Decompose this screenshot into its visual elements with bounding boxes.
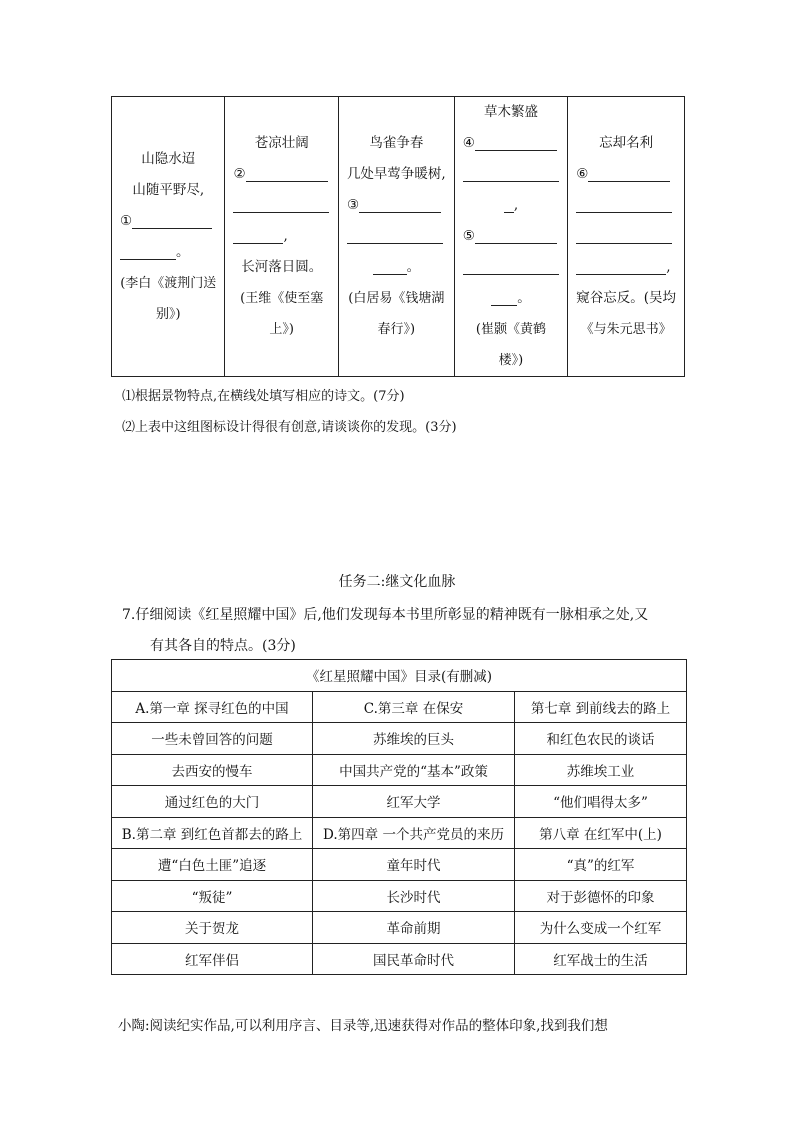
toc-cell: 红军战士的生活: [515, 943, 687, 975]
fill-blank-6-end[interactable]: ,: [576, 252, 676, 283]
toc-cell: 第八章 在红军中(上): [515, 817, 687, 849]
fill-blank-6[interactable]: ⑥: [576, 159, 676, 190]
poem-column-5: [568, 97, 684, 376]
poem-source: (白居易《钱塘湖: [348, 291, 445, 306]
note-text: 小陶:阅读纪实作品,可以利用序言、目录等,迅速获得对作品的整体印象,找到我们想: [118, 1018, 608, 1034]
fill-blank-2[interactable]: ②: [233, 159, 329, 190]
toc-cell: 对于彭德怀的印象: [515, 880, 687, 912]
poem-line: 草木繁盛: [483, 104, 538, 120]
poem-source: (李白《渡荆门送: [120, 275, 217, 291]
fill-blank-4-cont[interactable]: [463, 159, 559, 190]
poem-line: 长河落日圆。: [241, 259, 323, 275]
question-1: ⑴根据景物特点,在横线处填写相应的诗文。(7分): [122, 389, 405, 404]
toc-cell: 去西安的慢车: [112, 754, 313, 786]
toc-cell: 一些未曾回答的问题: [112, 723, 313, 755]
poem-column-4: [455, 97, 568, 376]
question-2: ⑵上表中这组图标设计得很有创意,请谈谈你的发现。(3分): [122, 420, 457, 435]
poem-source: 别》): [155, 306, 181, 322]
toc-cell: 红军大学: [313, 786, 515, 818]
toc-cell: A.第一章 探寻红色的中国: [112, 691, 313, 723]
table-row: [112, 849, 687, 881]
fill-blank-4[interactable]: ④: [463, 128, 559, 159]
toc-cell: 为什么变成一个红军: [515, 912, 687, 944]
task2-title: 任务二:继文化血脉: [338, 574, 456, 590]
table-row: [112, 691, 687, 723]
fill-blank-5[interactable]: ⑤: [463, 221, 559, 252]
toc-cell: 国民革命时代: [313, 943, 515, 975]
fill-blank-1[interactable]: ①: [120, 206, 216, 237]
fill-blank-3-cont[interactable]: [347, 221, 446, 252]
item-7-line-2: 有其各自的特点。(3分): [150, 638, 296, 654]
fill-blank-5-cont[interactable]: [463, 252, 559, 283]
toc-cell: 革命前期: [313, 912, 515, 944]
item-7-line-1: 7.仔细阅读《红星照耀中国》后,他们发现每本书里所彰显的精神既有一脉相承之处,又: [122, 607, 649, 623]
toc-cell: 苏维埃工业: [515, 754, 687, 786]
toc-cell: 童年时代: [313, 849, 515, 881]
toc-cell: D.第四章 一个共产党员的来历: [313, 817, 515, 849]
poem-line: 山隐水迢: [141, 150, 196, 167]
table-row: [112, 880, 687, 912]
fill-blank-2-cont[interactable]: [233, 190, 329, 221]
poem-column-2: [225, 97, 338, 376]
poem-source: 春行》): [377, 322, 416, 337]
table-row: [112, 817, 687, 849]
poem-column-1: [112, 97, 225, 376]
fill-blank-5-end[interactable]: 。: [463, 283, 559, 314]
table-row: [112, 943, 687, 975]
poem-table: [111, 96, 685, 377]
table-row: [112, 723, 687, 755]
poem-line: 几处早莺争暖树,: [346, 166, 446, 182]
toc-cell: 红军伴侣: [112, 943, 313, 975]
poem-line: 窥谷忘反。(吴均: [576, 290, 676, 306]
toc-cell: B.第二章 到红色首都去的路上: [112, 817, 313, 849]
item-7: [122, 600, 692, 662]
toc-cell: 和红色农民的谈话: [515, 723, 687, 755]
fill-blank-2-end[interactable]: ,: [233, 221, 329, 252]
fill-blank-1-cont[interactable]: 。: [120, 237, 216, 268]
fill-blank-4-end[interactable]: ,: [463, 190, 559, 221]
toc-header: 《红星照耀中国》目录(有删减): [112, 660, 687, 692]
poem-line: 苍凉壮阔: [254, 135, 309, 151]
poem-source: (王维《使至塞: [240, 291, 324, 306]
toc-table: [111, 659, 687, 975]
toc-cell: 关于贺龙: [112, 912, 313, 944]
toc-cell: 遭“白色土匪”追逐: [112, 849, 313, 881]
fill-blank-3[interactable]: ③: [347, 190, 446, 221]
fill-blank-6-cont[interactable]: [576, 190, 676, 221]
poem-source: (崔颢《黄鹤: [475, 322, 546, 337]
poem-source: 楼》): [498, 353, 524, 368]
toc-cell: 通过红色的大门: [112, 786, 313, 818]
fill-blank-6-cont2[interactable]: [576, 221, 676, 252]
toc-cell: “他们唱得太多”: [515, 786, 687, 818]
toc-cell: C.第三章 在保安: [313, 691, 515, 723]
fill-blank-3-end[interactable]: 。: [347, 252, 446, 283]
toc-cell: “真”的红军: [515, 849, 687, 881]
toc-cell: 第七章 到前线去的路上: [515, 691, 687, 723]
poem-line: 山随平野尽,: [132, 181, 205, 198]
toc-cell: 苏维埃的巨头: [313, 723, 515, 755]
poem-source: 上》): [269, 322, 294, 337]
toc-cell: 长沙时代: [313, 880, 515, 912]
poem-source: 《与朱元思书》: [580, 322, 672, 337]
table-row: [112, 912, 687, 944]
poem-line: 忘却名利: [599, 135, 654, 151]
table-row: [112, 754, 687, 786]
table-row: [112, 786, 687, 818]
poem-column-3: [339, 97, 455, 376]
toc-cell: “叛徒”: [112, 880, 313, 912]
toc-cell: 中国共产党的“基本”政策: [313, 754, 515, 786]
poem-line: 鸟雀争春: [369, 135, 424, 151]
